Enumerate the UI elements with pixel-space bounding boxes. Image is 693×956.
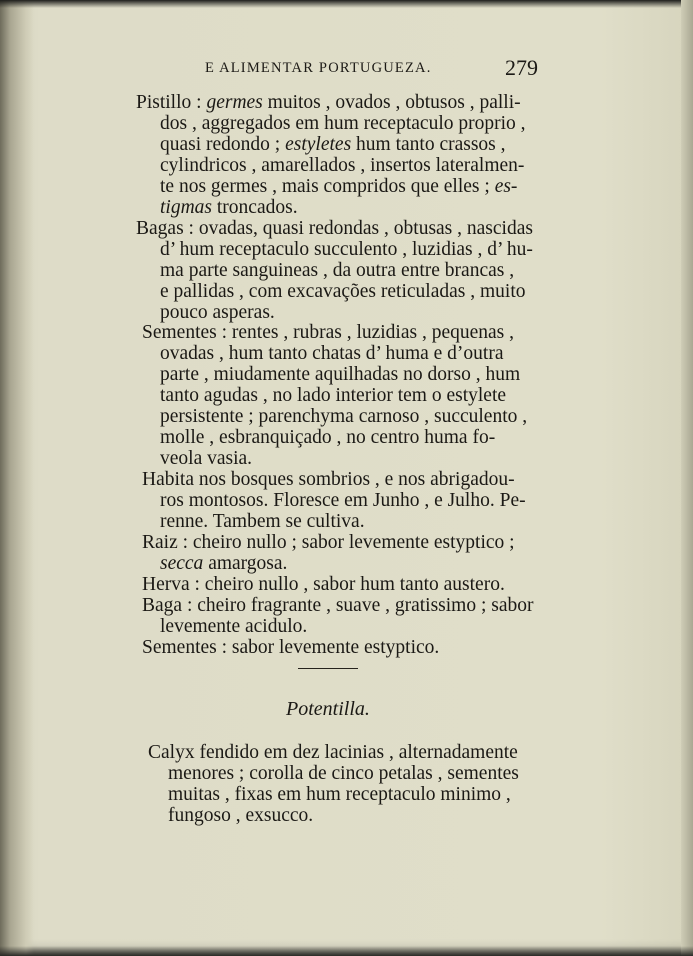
text-segment: persistente ; parenchyma carnoso , succulento , — [160, 406, 528, 427]
body-line — [160, 427, 495, 448]
italic-term: es- — [494, 176, 518, 197]
italic-term: germes — [206, 92, 263, 113]
text-segment: parte , miudamente aquilhadas no dorso , hum — [160, 364, 521, 385]
body-line — [160, 616, 307, 637]
section-title: Potentilla. — [286, 698, 370, 720]
body-line — [142, 532, 515, 553]
text-segment: Herva : cheiro nullo , sabor hum tanto austero. — [142, 574, 505, 595]
text-segment: pouco asperas. — [160, 302, 275, 323]
text-segment: e pallidas , com excavações reticuladas , muito — [160, 281, 526, 302]
text-segment: Bagas : ovadas, quasi redondas , obtusas , nascidas — [136, 218, 533, 239]
text-segment: molle , esbranquiçado , no centro huma fo- — [160, 427, 496, 448]
section-divider-rule — [298, 668, 358, 669]
text-segment: hum tanto crassos , — [351, 134, 506, 155]
text-segment: Habita nos bosques sombrios , e nos abrigadou- — [142, 469, 515, 490]
section-line — [168, 805, 313, 826]
text-segment: tanto agudas , no lado interior tem o estylete — [160, 385, 507, 406]
text-segment: renne. Tambem se cultiva. — [160, 511, 365, 532]
text-segment: Raiz : cheiro nullo ; sabor levemente estyptico ; — [142, 532, 515, 553]
text-segment: Pistillo : — [136, 92, 207, 113]
body-line — [160, 197, 298, 218]
body-line — [142, 322, 514, 343]
running-head: E ALIMENTAR PORTUGUEZA. — [205, 60, 432, 76]
text-segment: Calyx fendido em dez lacinias , alternadamente — [148, 742, 518, 763]
body-line — [142, 637, 439, 658]
text-segment: Sementes : rentes , rubras , luzidias , pequenas , — [142, 322, 515, 343]
page-top-edge — [0, 0, 693, 8]
body-line — [160, 176, 517, 197]
body-line — [160, 302, 275, 323]
body-line — [136, 218, 533, 239]
italic-term: tigmas — [160, 197, 213, 218]
page-right-edge — [681, 0, 693, 956]
book-gutter-shadow — [0, 0, 34, 956]
section-line — [168, 763, 519, 784]
text-segment: Baga : cheiro fragrante , suave , gratissimo ; sabor — [142, 595, 534, 616]
text-segment: ros montosos. Floresce em Junho , e Julho. Pe- — [160, 490, 526, 511]
body-line — [160, 406, 527, 427]
text-segment: levemente acidulo. — [160, 616, 308, 637]
text-segment: cylindricos , amarellados , insertos lateralmen- — [160, 155, 525, 176]
body-line — [160, 155, 524, 176]
text-segment: fungoso , exsucco. — [168, 805, 314, 826]
text-segment: amargosa. — [203, 553, 288, 574]
text-segment: veola vasia. — [160, 448, 253, 469]
body-line — [160, 134, 506, 155]
text-segment: Sementes : sabor levemente estyptico. — [142, 637, 440, 658]
body-line — [160, 364, 520, 385]
body-line — [160, 553, 287, 574]
body-line — [160, 448, 252, 469]
body-line — [160, 490, 526, 511]
section-line — [148, 742, 518, 763]
body-line — [136, 92, 521, 113]
body-line — [160, 239, 533, 260]
body-line — [160, 343, 504, 364]
body-line — [142, 574, 505, 595]
page-bottom-edge — [0, 946, 693, 956]
text-segment: ma parte sanguineas , da outra entre brancas , — [160, 260, 515, 281]
text-segment: menores ; corolla de cinco petalas , sementes — [168, 763, 519, 784]
body-line — [160, 281, 525, 302]
text-segment: troncados. — [212, 197, 298, 218]
body-line — [142, 595, 534, 616]
body-line — [160, 260, 514, 281]
text-segment: d’ hum receptaculo succulento , luzidias , d’ hu- — [160, 239, 533, 260]
text-segment: muitos , ovados , obtusos , palli- — [262, 92, 521, 113]
text-segment: dos , aggregados em hum receptaculo proprio , — [160, 113, 526, 134]
text-segment: quasi redondo ; — [160, 134, 286, 155]
italic-term: secca — [160, 553, 204, 574]
body-line — [160, 113, 526, 134]
text-segment: muitas , fixas em hum receptaculo minimo , — [168, 784, 511, 805]
body-line — [160, 511, 365, 532]
body-line — [142, 469, 515, 490]
body-line — [160, 385, 506, 406]
text-segment: te nos germes , mais compridos que elles ; — [160, 176, 495, 197]
italic-term: estyletes — [285, 134, 352, 155]
section-line — [168, 784, 511, 805]
text-segment: ovadas , hum tanto chatas d’ huma e d’outra — [160, 343, 504, 364]
page-number: 279 — [505, 55, 538, 80]
